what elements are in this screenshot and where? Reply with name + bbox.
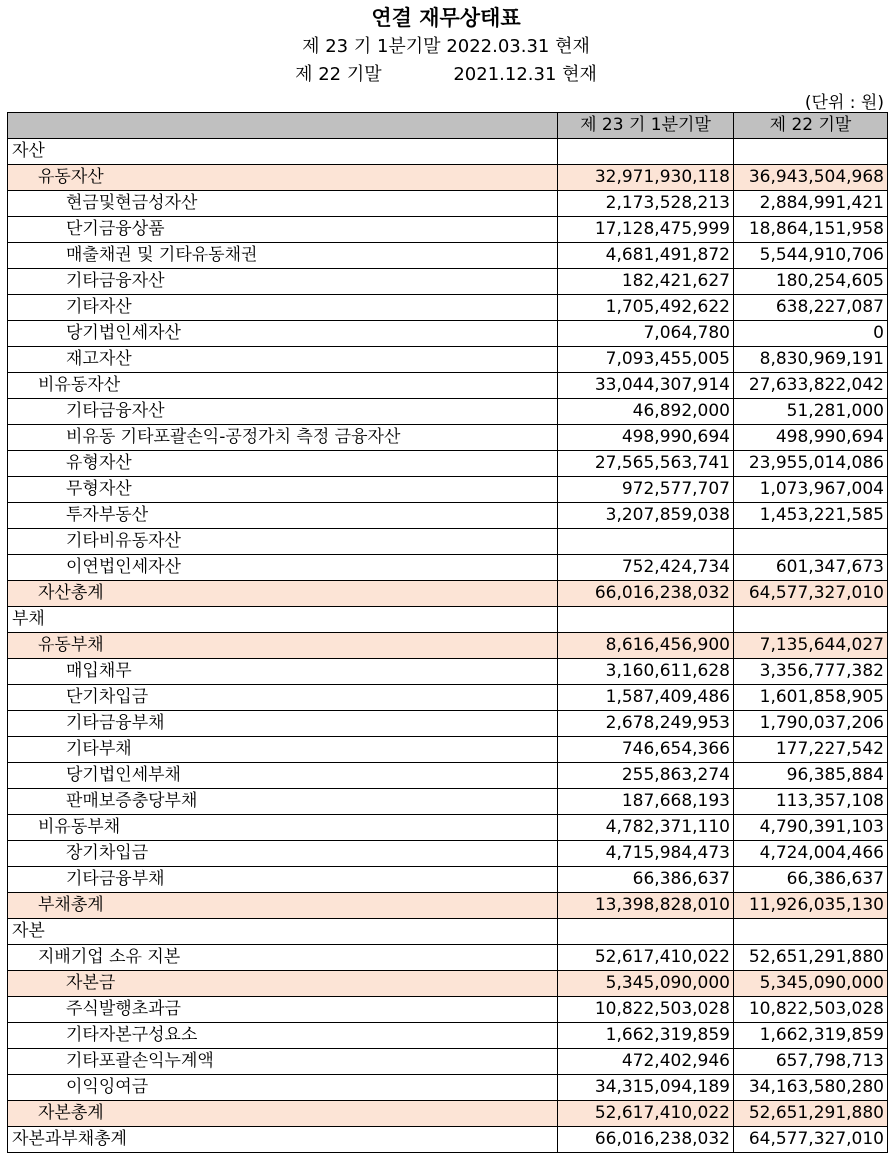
table-row xyxy=(8,1101,888,1127)
table-row xyxy=(8,815,888,841)
table-row xyxy=(8,347,888,373)
current-value: 52,617,410,022 xyxy=(558,1101,734,1127)
account-label: 지배기업 소유 지본 xyxy=(8,945,558,971)
prior-value: 10,822,503,028 xyxy=(734,997,888,1023)
prior-value: 7,135,644,027 xyxy=(734,633,888,659)
account-label: 유동자산 xyxy=(8,165,558,191)
current-value: 4,782,371,110 xyxy=(558,815,734,841)
current-value: 13,398,828,010 xyxy=(558,893,734,919)
prior-value: 96,385,884 xyxy=(734,763,888,789)
prior-value: 8,830,969,191 xyxy=(734,347,888,373)
account-label: 자본금 xyxy=(8,971,558,997)
table-row xyxy=(8,165,888,191)
table-row xyxy=(8,321,888,347)
table-row xyxy=(8,1023,888,1049)
header-prior-period: 제 22 기말 xyxy=(734,113,888,139)
current-value: 66,386,637 xyxy=(558,867,734,893)
account-label: 부채총계 xyxy=(8,893,558,919)
prior-value: 1,073,967,004 xyxy=(734,477,888,503)
table-row xyxy=(8,997,888,1023)
unit-label: (단위 : 원) xyxy=(804,93,884,113)
table-row xyxy=(8,633,888,659)
account-label: 부채 xyxy=(8,607,558,633)
current-value: 34,315,094,189 xyxy=(558,1075,734,1101)
table-row xyxy=(8,373,888,399)
account-label: 기타금융자산 xyxy=(8,399,558,425)
prior-value: 180,254,605 xyxy=(734,269,888,295)
prior-value: 177,227,542 xyxy=(734,737,888,763)
table-row xyxy=(8,477,888,503)
current-value: 1,662,319,859 xyxy=(558,1023,734,1049)
current-value: 4,715,984,473 xyxy=(558,841,734,867)
account-label: 유형자산 xyxy=(8,451,558,477)
prior-value: 36,943,504,968 xyxy=(734,165,888,191)
prior-value: 5,345,090,000 xyxy=(734,971,888,997)
current-value: 972,577,707 xyxy=(558,477,734,503)
current-value: 255,863,274 xyxy=(558,763,734,789)
current-value: 2,173,528,213 xyxy=(558,191,734,217)
current-value: 8,616,456,900 xyxy=(558,633,734,659)
period-prior-line xyxy=(0,60,892,86)
account-label: 단기금융상품 xyxy=(8,217,558,243)
prior-value xyxy=(734,919,888,945)
table-row xyxy=(8,607,888,633)
account-label: 자산 xyxy=(8,139,558,165)
account-label: 이연법인세자산 xyxy=(8,555,558,581)
table-header-row xyxy=(8,113,888,139)
prior-value: 1,453,221,585 xyxy=(734,503,888,529)
account-label: 유동부채 xyxy=(8,633,558,659)
period-current-label: 제 23 기 1분기말 xyxy=(302,36,441,57)
current-value: 66,016,238,032 xyxy=(558,581,734,607)
table-row xyxy=(8,893,888,919)
current-value: 182,421,627 xyxy=(558,269,734,295)
account-label: 재고자산 xyxy=(8,347,558,373)
current-value: 27,565,563,741 xyxy=(558,451,734,477)
prior-value: 498,990,694 xyxy=(734,425,888,451)
prior-value: 601,347,673 xyxy=(734,555,888,581)
account-label: 기타비유동자산 xyxy=(8,529,558,555)
period-prior-label: 제 22 기말 xyxy=(295,64,382,85)
prior-value xyxy=(734,529,888,555)
table-row xyxy=(8,529,888,555)
table-row xyxy=(8,659,888,685)
table-row xyxy=(8,737,888,763)
account-label: 당기법인세자산 xyxy=(8,321,558,347)
account-label: 판매보증충당부채 xyxy=(8,789,558,815)
prior-value: 1,601,858,905 xyxy=(734,685,888,711)
current-value: 3,207,859,038 xyxy=(558,503,734,529)
prior-value: 52,651,291,880 xyxy=(734,1101,888,1127)
current-value: 752,424,734 xyxy=(558,555,734,581)
account-label: 비유동자산 xyxy=(8,373,558,399)
table-row xyxy=(8,295,888,321)
current-value: 32,971,930,118 xyxy=(558,165,734,191)
account-label: 장기차입금 xyxy=(8,841,558,867)
table-row xyxy=(8,945,888,971)
account-label: 기타금융자산 xyxy=(8,269,558,295)
current-value: 46,892,000 xyxy=(558,399,734,425)
prior-value: 34,163,580,280 xyxy=(734,1075,888,1101)
current-value: 746,654,366 xyxy=(558,737,734,763)
prior-value: 1,662,319,859 xyxy=(734,1023,888,1049)
period-current-date: 2022.03.31 현재 xyxy=(446,36,590,57)
table-row xyxy=(8,841,888,867)
account-label: 기타금융부채 xyxy=(8,867,558,893)
table-row xyxy=(8,243,888,269)
table-row xyxy=(8,1049,888,1075)
current-value: 3,160,611,628 xyxy=(558,659,734,685)
account-label: 비유동부채 xyxy=(8,815,558,841)
current-value: 17,128,475,999 xyxy=(558,217,734,243)
prior-value: 11,926,035,130 xyxy=(734,893,888,919)
table-row xyxy=(8,685,888,711)
balance-sheet-table xyxy=(7,112,888,1153)
current-value: 4,681,491,872 xyxy=(558,243,734,269)
header-account xyxy=(8,113,558,139)
account-label: 무형자산 xyxy=(8,477,558,503)
table-row xyxy=(8,1127,888,1153)
current-value: 10,822,503,028 xyxy=(558,997,734,1023)
table-row xyxy=(8,1075,888,1101)
account-label: 기타자본구성요소 xyxy=(8,1023,558,1049)
account-label: 투자부동산 xyxy=(8,503,558,529)
account-label: 이익잉여금 xyxy=(8,1075,558,1101)
header-current-period: 제 23 기 1분기말 xyxy=(558,113,734,139)
current-value: 1,587,409,486 xyxy=(558,685,734,711)
table-row xyxy=(8,425,888,451)
table-row xyxy=(8,191,888,217)
current-value: 5,345,090,000 xyxy=(558,971,734,997)
account-label: 기타포괄손익누계액 xyxy=(8,1049,558,1075)
current-value: 1,705,492,622 xyxy=(558,295,734,321)
current-value: 66,016,238,032 xyxy=(558,1127,734,1153)
statement-title: 연결 재무상태표 xyxy=(371,6,521,30)
table-row xyxy=(8,217,888,243)
current-value: 498,990,694 xyxy=(558,425,734,451)
account-label: 당기법인세부채 xyxy=(8,763,558,789)
prior-value: 4,724,004,466 xyxy=(734,841,888,867)
prior-value: 113,357,108 xyxy=(734,789,888,815)
table-row xyxy=(8,763,888,789)
account-label: 기타금융부채 xyxy=(8,711,558,737)
account-label: 매출채권 및 기타유동채권 xyxy=(8,243,558,269)
prior-value: 657,798,713 xyxy=(734,1049,888,1075)
account-label: 기타부채 xyxy=(8,737,558,763)
prior-value xyxy=(734,139,888,165)
current-value: 7,093,455,005 xyxy=(558,347,734,373)
account-label: 기타자산 xyxy=(8,295,558,321)
account-label: 매입채무 xyxy=(8,659,558,685)
current-value xyxy=(558,529,734,555)
table-row xyxy=(8,867,888,893)
account-label: 자본총계 xyxy=(8,1101,558,1127)
table-row xyxy=(8,139,888,165)
table-row xyxy=(8,555,888,581)
current-value: 472,402,946 xyxy=(558,1049,734,1075)
prior-value: 5,544,910,706 xyxy=(734,243,888,269)
prior-value: 3,356,777,382 xyxy=(734,659,888,685)
current-value: 187,668,193 xyxy=(558,789,734,815)
table-row xyxy=(8,269,888,295)
table-row xyxy=(8,971,888,997)
current-value: 52,617,410,022 xyxy=(558,945,734,971)
period-current-line xyxy=(0,32,892,58)
prior-value: 51,281,000 xyxy=(734,399,888,425)
prior-value: 27,633,822,042 xyxy=(734,373,888,399)
account-label: 자본과부채총계 xyxy=(8,1127,558,1153)
account-label: 자본 xyxy=(8,919,558,945)
table-row xyxy=(8,789,888,815)
table-row xyxy=(8,451,888,477)
account-label: 단기차입금 xyxy=(8,685,558,711)
table-row xyxy=(8,919,888,945)
prior-value: 23,955,014,086 xyxy=(734,451,888,477)
period-prior-date: 2021.12.31 현재 xyxy=(453,64,597,85)
prior-value: 638,227,087 xyxy=(734,295,888,321)
account-label: 현금및현금성자산 xyxy=(8,191,558,217)
table-row xyxy=(8,503,888,529)
prior-value: 1,790,037,206 xyxy=(734,711,888,737)
current-value: 7,064,780 xyxy=(558,321,734,347)
current-value: 2,678,249,953 xyxy=(558,711,734,737)
account-label: 주식발행초과금 xyxy=(8,997,558,1023)
account-label: 자산총계 xyxy=(8,581,558,607)
current-value xyxy=(558,607,734,633)
current-value xyxy=(558,919,734,945)
prior-value: 18,864,151,958 xyxy=(734,217,888,243)
table-row xyxy=(8,399,888,425)
current-value: 33,044,307,914 xyxy=(558,373,734,399)
current-value xyxy=(558,139,734,165)
table-row xyxy=(8,581,888,607)
account-label: 비유동 기타포괄손익-공정가치 측정 금융자산 xyxy=(8,425,558,451)
prior-value: 52,651,291,880 xyxy=(734,945,888,971)
prior-value: 64,577,327,010 xyxy=(734,1127,888,1153)
prior-value: 66,386,637 xyxy=(734,867,888,893)
prior-value xyxy=(734,607,888,633)
prior-value: 0 xyxy=(734,321,888,347)
table-row xyxy=(8,711,888,737)
prior-value: 64,577,327,010 xyxy=(734,581,888,607)
prior-value: 2,884,991,421 xyxy=(734,191,888,217)
prior-value: 4,790,391,103 xyxy=(734,815,888,841)
